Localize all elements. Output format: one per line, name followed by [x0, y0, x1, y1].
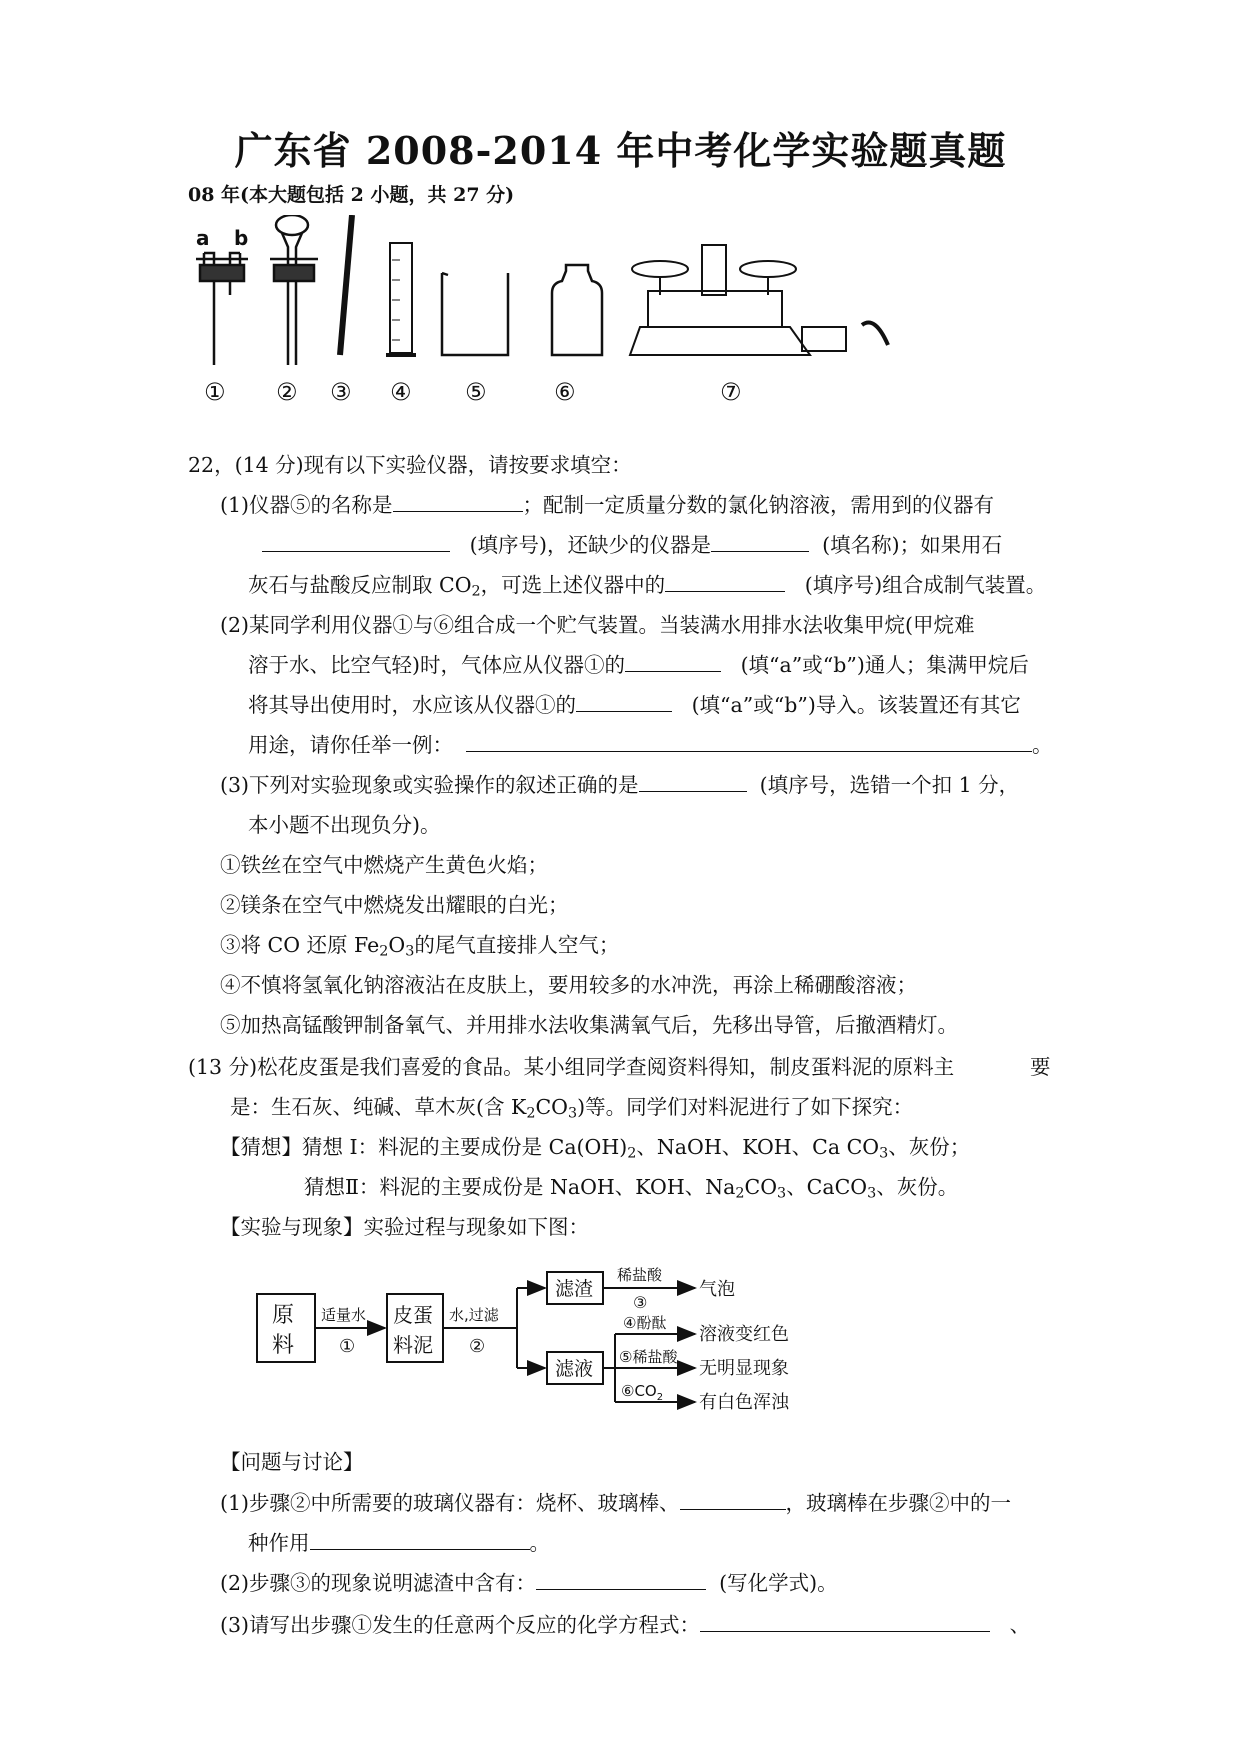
d1-a: (1)步骤②中所需要的玻璃仪器有：烧杯、玻璃棒、 [220, 1491, 680, 1515]
guess2-b: CO [744, 1175, 778, 1199]
apparatus-label-1: ① [204, 378, 226, 406]
q22-p2-c: (填“a”或“b”)通人；集满甲烷后 [740, 653, 1029, 677]
answer-blank[interactable] [576, 689, 672, 712]
step5-label: ⑤稀盐酸 [619, 1348, 678, 1366]
apparatus-figure [190, 215, 1020, 435]
step6-label-text: ⑥CO [621, 1382, 657, 1400]
q23-intro-line1: (13 分)松花皮蛋是我们喜爱的食品。某小组同学查阅资料得知，制皮蛋料泥的原料主 [188, 1055, 955, 1079]
apparatus-label-5: ⑤ [465, 378, 487, 406]
q23-d1-line2 [248, 1526, 550, 1556]
q23-d2 [220, 1566, 838, 1596]
q22-p1-line1 [220, 488, 994, 518]
q23-intro-tail: 要 [1030, 1055, 1051, 1079]
q22-p2-line1: (2)某同学利用仪器①与⑥组合成一个贮气装置。当装满水用排水法收集甲烷(甲烷难 [220, 613, 975, 637]
q23-experiment-label: 【实验与现象】实验过程与现象如下图： [220, 1215, 589, 1239]
residue-text: 滤渣 [555, 1278, 594, 1300]
subscript: 3 [405, 943, 415, 960]
q22-option-3 [220, 928, 619, 960]
subscript: 3 [777, 1185, 787, 1202]
q22-p3-line1 [220, 768, 1019, 798]
step2-label: 水,过滤 [449, 1306, 499, 1324]
step6-result: 有白色浑浊 [699, 1392, 789, 1413]
step1-label: 适量水 [321, 1306, 367, 1324]
answer-blank[interactable] [639, 769, 747, 792]
d1-b: ，玻璃棒在步骤②中的一 [785, 1491, 1012, 1515]
subscript: 2 [735, 1185, 745, 1202]
q22-p2-e: (填“a”或“b”)导入。该装置还有其它 [691, 693, 1021, 717]
q22-opt3-c: 的尾气直接排人空气； [414, 933, 620, 957]
q23-discussion-label: 【问题与讨论】 [220, 1450, 364, 1474]
guess1-a: 猜想 I：料泥的主要成份是 Ca(OH) [302, 1135, 628, 1159]
answer-blank[interactable] [680, 1487, 786, 1510]
apparatus-4-graduated-cylinder [386, 243, 416, 355]
step5-result: 无明显现象 [699, 1358, 789, 1379]
guess2-d: 、灰份。 [876, 1175, 959, 1199]
apparatus-label-3: ③ [330, 378, 352, 406]
q22-p1-d: (填名称)；如果用石 [822, 533, 1003, 557]
guess2-a: 猜想Ⅱ：料泥的主要成份是 NaOH、KOH、Na [304, 1175, 736, 1199]
step1-num: ① [339, 1336, 356, 1357]
answer-blank[interactable] [262, 529, 450, 552]
subscript: 3 [879, 1145, 889, 1162]
q23-d1-line1 [220, 1486, 1011, 1516]
q22-p1-c: (填序号)，还缺少的仪器是 [469, 533, 712, 557]
apparatus-1-bottle-stopper [196, 226, 248, 365]
q23-guess-2 [304, 1170, 958, 1202]
q22-p2-line3 [248, 688, 1021, 718]
q22-option-4: ④不慎将氢氧化钠溶液沾在皮肤上，要用较多的水冲洗，再涂上稀硼酸溶液； [220, 973, 917, 997]
q22-option-2: ②镁条在空气中燃烧发出耀眼的白光； [220, 893, 569, 917]
egg-mud-text-2: 料泥 [393, 1333, 433, 1357]
q22-p2-d: 将其导出使用时，水应该从仪器①的 [248, 693, 576, 717]
apparatus-3-glass-rod [340, 215, 352, 355]
q22-p1-b: ；配制一定质量分数的氯化钠溶液，需用到的仪器有 [522, 493, 995, 517]
answer-blank[interactable] [665, 569, 785, 592]
section-heading: 08 年(本大题包括 2 小题，共 27 分) [188, 184, 515, 206]
branch-line [517, 1288, 545, 1368]
step4-result: 溶液变红色 [699, 1324, 789, 1345]
q22-p1-g: (填序号)组合成制气装置。 [804, 573, 1047, 597]
d2-a: (2)步骤③的现象说明滤渣中含有： [220, 1571, 537, 1595]
q22-p3-line2: 本小题不出现负分)。 [248, 813, 441, 837]
q22-option-1: ①铁丝在空气中燃烧产生黄色火焰； [220, 853, 548, 877]
subscript: 2 [526, 1105, 536, 1122]
d2-b: (写化学式)。 [719, 1571, 838, 1595]
raw-material-text-2: 料 [272, 1333, 295, 1358]
q22-p2-line4 [248, 728, 1053, 758]
q22-opt3-b: O [388, 933, 406, 957]
residue-result: 气泡 [699, 1279, 735, 1300]
filtrate-text: 滤液 [555, 1358, 594, 1380]
apparatus-label-7: ⑦ [720, 378, 742, 406]
egg-mud-text-1: 皮蛋 [393, 1303, 433, 1327]
q22-p1-line2 [262, 528, 1002, 558]
answer-blank[interactable] [711, 529, 809, 552]
answer-blank[interactable] [700, 1609, 990, 1632]
port-b-label: b [234, 226, 249, 250]
experiment-flow-diagram [255, 1260, 845, 1430]
apparatus-2-funnel-stopper [270, 215, 318, 365]
q23-intro-d: CO [535, 1095, 568, 1119]
step6-sub: 2 [656, 1392, 664, 1403]
q22-p2-line2 [248, 648, 1029, 678]
q22-p1-a: (1)仪器⑤的名称是 [220, 493, 393, 517]
apparatus-6-gas-bottle [552, 265, 602, 355]
q23-intro-c: 是：生石灰、纯碱、草木灰(含 K [230, 1095, 527, 1119]
step2-num: ② [469, 1336, 486, 1357]
d1-c: 种作用 [248, 1531, 310, 1555]
q22-p2-f: 用途，请你任举一例： [248, 733, 453, 757]
subscript: 3 [867, 1185, 877, 1202]
subscript: 2 [379, 943, 389, 960]
q23-intro-line2 [230, 1090, 913, 1122]
apparatus-label-4: ④ [390, 378, 412, 406]
q23-intro-e: )等。同学们对料泥进行了如下探究： [577, 1095, 914, 1119]
page-title: 广东省 2008-2014 年中考化学实验题真题 [234, 128, 1007, 173]
step3-num: ③ [633, 1293, 648, 1312]
answer-blank[interactable] [625, 649, 721, 672]
q22-intro: 22，(14 分)现有以下实验仪器，请按要求填空： [188, 453, 632, 477]
filtrate-branch [603, 1334, 615, 1402]
q22-p2-b: 溶于水、比空气轻)时，气体应从仪器①的 [248, 653, 625, 677]
apparatus-5-beaker [442, 273, 508, 355]
q22-p1-line3 [248, 568, 1046, 600]
q23-d3 [220, 1608, 1030, 1638]
apparatus-label-6: ⑥ [554, 378, 576, 406]
apparatus-7-balance [630, 245, 888, 355]
q22-p2-g: 。 [1032, 733, 1053, 757]
apparatus-label-2: ② [276, 378, 298, 406]
q22-option-5: ⑤加热高锰酸钾制备氧气、并用排水法收集满氧气后，先移出导管，后撤酒精灯。 [220, 1013, 958, 1037]
guess-label: 【猜想】 [220, 1135, 302, 1159]
raw-material-text-1: 原 [272, 1303, 295, 1328]
q22-p1-f: ，可选上述仪器中的 [480, 573, 666, 597]
answer-blank[interactable] [310, 1527, 530, 1550]
q22-p1-e: 灰石与盐酸反应制取 CO [248, 573, 472, 597]
answer-blank[interactable] [536, 1567, 706, 1590]
answer-blank[interactable] [466, 729, 1032, 752]
step3-label: 稀盐酸 [617, 1266, 663, 1284]
guess1-b: 、NaOH、KOH、Ca CO [636, 1135, 880, 1159]
q22-p3-b: (填序号，选错一个扣 1 分， [759, 773, 1020, 797]
q22-opt3-a: ③将 CO 还原 Fe [220, 933, 380, 957]
guess2-c: 、CaCO [786, 1175, 868, 1199]
guess1-c: 、灰份； [888, 1135, 971, 1159]
answer-blank[interactable] [393, 489, 523, 512]
d3-a: (3)请写出步骤①发生的任意两个反应的化学方程式： [220, 1613, 701, 1637]
subscript: 3 [567, 1105, 578, 1122]
q23-guess-1 [220, 1130, 970, 1162]
subscript: 2 [471, 583, 481, 600]
subscript: 2 [627, 1145, 637, 1162]
q22-p3-a: (3)下列对实验现象或实验操作的叙述正确的是 [220, 773, 639, 797]
step6-label [621, 1382, 663, 1403]
step4-label: ④酚酞 [623, 1314, 667, 1332]
d3-b: 、 [1009, 1613, 1031, 1637]
port-a-label: a [196, 226, 210, 250]
d1-d: 。 [529, 1531, 550, 1555]
